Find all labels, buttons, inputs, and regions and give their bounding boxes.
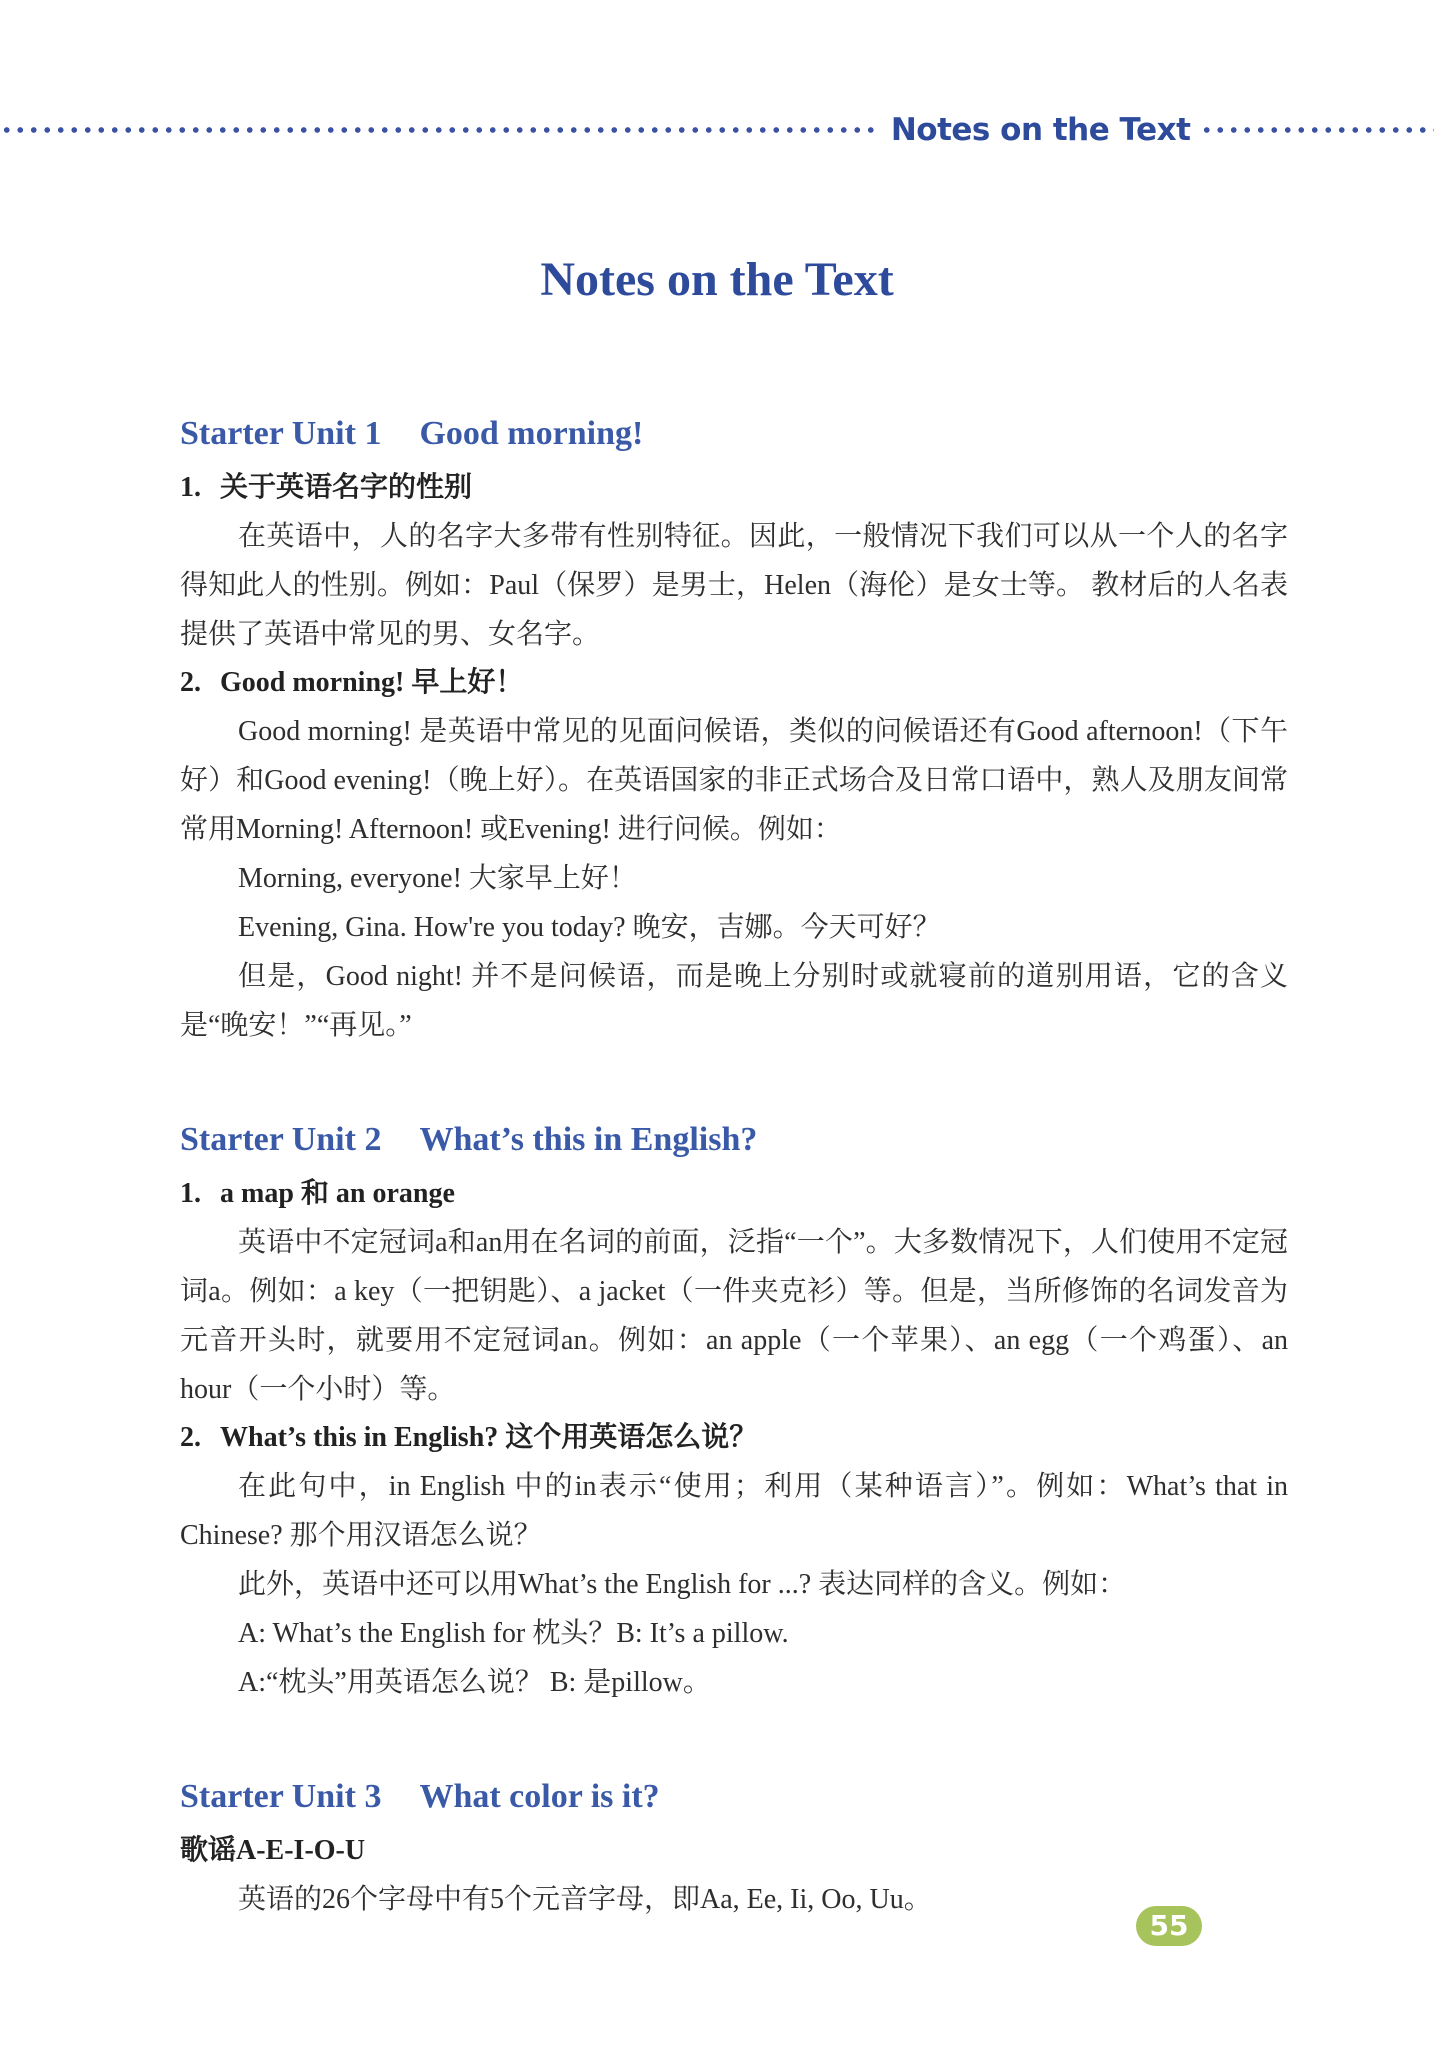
unit-section-1 — [180, 410, 1288, 1050]
note-paragraph: 此外，英语中还可以用What’s the English for ...? 表达同样的含义。例如： — [238, 1569, 1127, 1600]
note-heading — [180, 1170, 1288, 1218]
note-item — [180, 1414, 1288, 1707]
unit-label: Starter Unit 3 — [180, 1778, 382, 1815]
note-number: 2. — [180, 1422, 201, 1453]
running-header-title: Notes on the Text — [890, 112, 1191, 148]
example-sentence: A:“枕头”用英语怎么说？ B: 是pillow。 — [238, 1667, 711, 1698]
note-heading-text: What’s this in English? 这个用英语怎么说？ — [220, 1422, 758, 1453]
notes-content — [180, 410, 1288, 1990]
note-number: 1. — [180, 1178, 201, 1209]
note-paragraph: 英语中不定冠词a和an用在名词的前面，泛指“一个”。大多数情况下，人们使用不定冠词a。例如：a key（一把钥匙）、a jacket（一件夹克衫）等。但是，当所修饰的名词发音为元音开头时，就要用不定冠词an。例如：an apple（一个苹果）、an egg（一个鸡蛋）、an hour（一个小时）等。 — [180, 1227, 1288, 1405]
note-heading — [180, 659, 1288, 707]
note-heading — [180, 464, 1288, 512]
note-heading-text: 关于英语名字的性别 — [220, 472, 473, 503]
unit-section-3 — [180, 1773, 1288, 1924]
example-sentence: Evening, Gina. How're you today? 晚安，吉娜。今天可好？ — [238, 912, 941, 943]
note-heading — [180, 1414, 1288, 1462]
note-item — [180, 659, 1288, 1050]
note-item — [180, 1827, 1288, 1924]
unit-title: Good morning! — [419, 415, 644, 452]
note-heading — [180, 1827, 1288, 1875]
dotted-rule-right — [1200, 127, 1434, 133]
unit-title: What color is it? — [419, 1778, 660, 1815]
running-header — [0, 110, 1434, 150]
unit-title: What’s this in English? — [419, 1121, 758, 1158]
unit-heading — [180, 1773, 1288, 1821]
note-paragraph: Good morning! 是英语中常见的见面问候语，类似的问候语还有Good afternoon!（下午好）和Good evening!（晚上好）。在英语国家的非正式场合及日常口语中，熟人及朋友间常常用Morning! Afternoon! 或Evening! 进行问候。例如： — [180, 716, 1288, 845]
dotted-rule-left — [0, 127, 881, 133]
unit-label: Starter Unit 1 — [180, 415, 382, 452]
note-paragraph: 在英语中，人的名字大多带有性别特征。因此，一般情况下我们可以从一个人的名字得知此人的性别。例如：Paul（保罗）是男士，Helen（海伦）是女士等。 教材后的人名表提供了英语中常见的男、女名字。 — [180, 521, 1288, 650]
note-number: 1. — [180, 472, 201, 503]
note-heading-text: 歌谣A-E-I-O-U — [180, 1835, 366, 1866]
note-heading-text: a map 和 an orange — [220, 1178, 455, 1209]
unit-section-2 — [180, 1116, 1288, 1707]
example-sentence: Morning, everyone! 大家早上好！ — [238, 863, 637, 894]
note-number: 2. — [180, 667, 201, 698]
note-heading-text: Good morning! 早上好！ — [220, 667, 524, 698]
note-paragraph: 但是，Good night! 并不是问候语，而是晚上分别时或就寝前的道别用语，它的含义是“晚安！”“再见。” — [180, 961, 1288, 1041]
page-title: Notes on the Text — [540, 253, 894, 306]
example-sentence: A: What’s the English for 枕头？B: It’s a pillow. — [238, 1618, 789, 1649]
unit-label: Starter Unit 2 — [180, 1121, 382, 1158]
unit-heading — [180, 1116, 1288, 1164]
note-item — [180, 464, 1288, 659]
note-item — [180, 1170, 1288, 1414]
note-paragraph: 在此句中，in English 中的in表示“使用；利用（某种语言）”。例如：What’s that in Chinese? 那个用汉语怎么说？ — [180, 1471, 1288, 1551]
note-paragraph: 英语的26个字母中有5个元音字母，即Aa, Ee, Ii, Oo, Uu。 — [238, 1884, 932, 1915]
unit-heading — [180, 410, 1288, 458]
page-number-badge: 55 — [1136, 1906, 1202, 1946]
